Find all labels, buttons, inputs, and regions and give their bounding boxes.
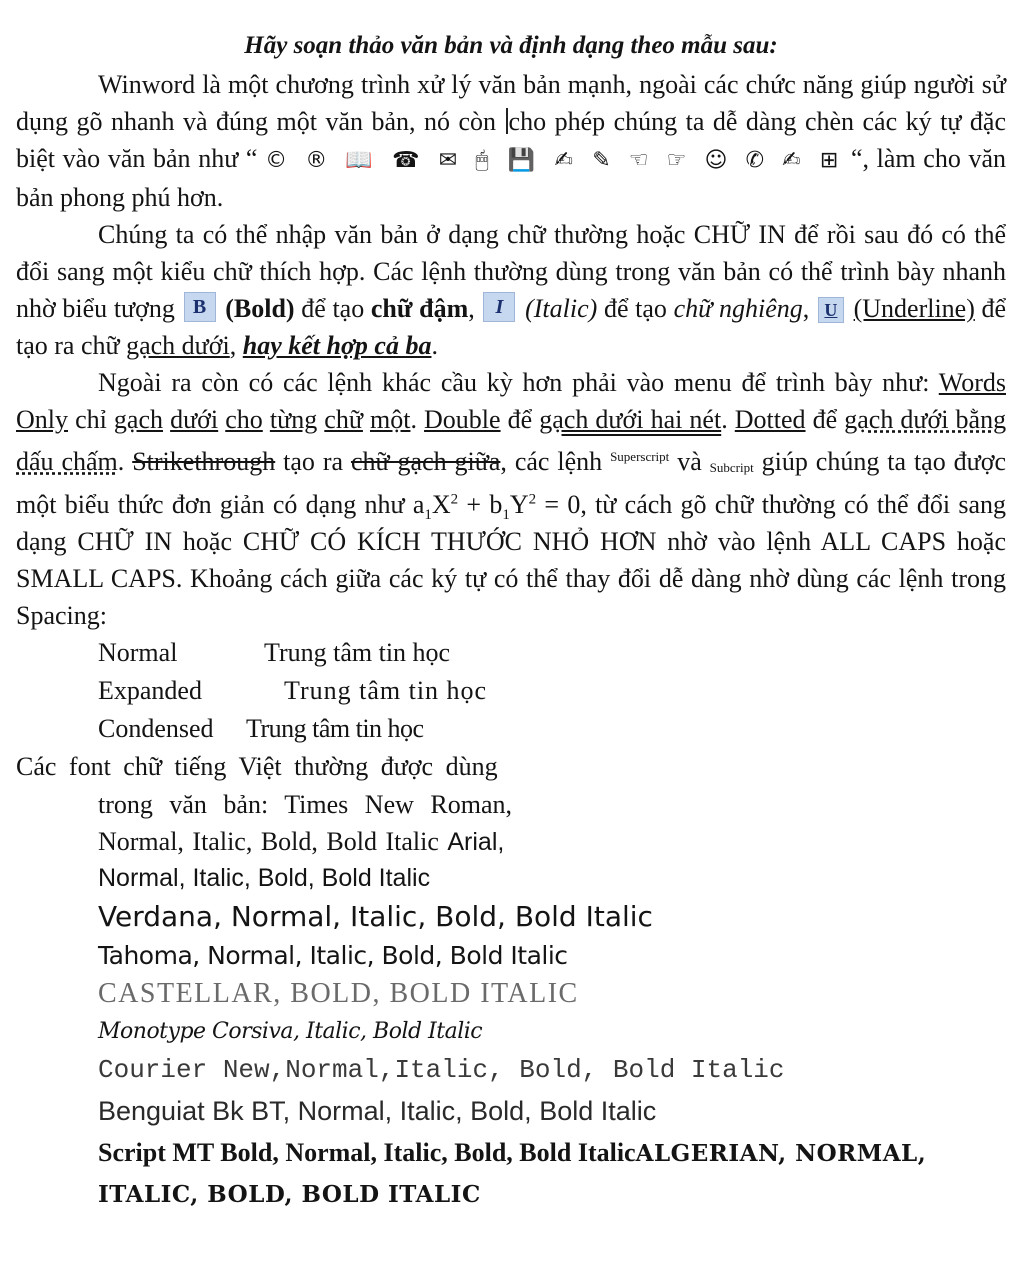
bold-label: (Bold) <box>225 294 295 323</box>
font-courier-line: Courier New,Normal,Italic, Bold, Bold Italic <box>98 1055 785 1085</box>
para3-text-j: và <box>669 447 710 476</box>
font-benguiat-line: Benguiat Bk BT, Normal, Italic, Bold, Bold Italic <box>98 1096 657 1126</box>
paragraph-2 <box>16 216 1006 364</box>
italic-button-icon: I <box>483 292 515 322</box>
font-times-line-1: trong văn bản: Times New Roman, <box>98 790 512 819</box>
font-tahoma-line: Tahoma, Normal, Italic, Bold, Bold Italic <box>98 941 568 970</box>
y-variable: Y <box>509 490 529 519</box>
spacing-label: Expanded <box>98 676 202 705</box>
font-monotype-line: Monotype Corsiva, Italic, Bold Italic <box>98 1019 483 1044</box>
para2-text-g: , <box>229 331 243 360</box>
underline-button-icon: U <box>818 297 844 323</box>
bold-button-icon: B <box>184 292 216 322</box>
page-title: Hãy soạn thảo văn bản và định dạng theo mẫu sau: <box>244 32 778 59</box>
para2-text-d: để tạo <box>597 294 674 323</box>
font-times-styles: Normal, Italic, Bold, Bold Italic <box>98 827 448 856</box>
superscript-2: 2 <box>528 491 537 508</box>
font-script-text: Script MT Bold, Normal, Italic, Bold, Bold Italic <box>98 1138 636 1167</box>
font-arial-head: Arial, <box>447 828 505 856</box>
font-algerian-text: ALGERIAN, NORMAL, ITALIC, BOLD, BOLD ITALIC <box>98 1140 927 1208</box>
font-times-line-2 <box>98 823 1006 860</box>
spacing-label: Condensed <box>98 714 214 743</box>
underline-label: (Underline) <box>853 294 975 323</box>
superscript-label: Superscript <box>610 449 670 464</box>
para3-text-f: để <box>805 405 845 434</box>
words-only-word: Only <box>16 405 68 434</box>
words-only-word: Words <box>938 368 1006 397</box>
words-only-sample-word: từng <box>269 405 318 434</box>
subscript-2: 1 <box>502 507 510 524</box>
special-symbols: © ® 📖 ☎ ✉ 🖱 💾 ✍ ✎ ☜ ☞ ☺ ✆ ✍ ⊞ <box>265 148 844 173</box>
double-label: Double <box>424 405 501 434</box>
para3-text-m: = 0, từ cách gõ chữ thường có thể đổi sang dạng CHỮ IN hoặc CHỮ CÓ KÍCH THƯỚC NHỎ HƠN nhờ vào lệnh ALL CAPS hoặc SMALL CAPS. Khoảng cách giữa các ký tự có thể thay đổi dễ dàng nhờ dùng các lệnh trong Spacing: <box>16 490 1006 630</box>
strikethrough-label: Strikethrough <box>132 447 276 476</box>
para3-text-i: , các lệnh <box>500 447 611 476</box>
strikethrough-sample: chữ gạch giữa <box>350 447 501 476</box>
dotted-underline-sample: gạch dưới bằng dấu chấm <box>16 405 1007 476</box>
dotted-label: Dotted <box>734 405 806 434</box>
combined-sample: hay kết hợp cả ba <box>242 331 432 360</box>
subscript-label: Subcript <box>709 460 754 475</box>
font-verdana-line: Verdana, Normal, Italic, Bold, Bold Italic <box>98 900 653 933</box>
para1-text-c: “, làm cho văn bản phong phú hơn. <box>16 144 1007 212</box>
para3-text-g: . <box>117 447 133 476</box>
spacing-row-normal <box>98 634 1006 672</box>
para1-text-b: cho phép chúng ta dễ dàng chèn các ký tự đặc biệt vào văn bản như “ <box>16 107 1006 173</box>
words-only-sample-word: cho <box>225 405 263 434</box>
para2-text-b: để tạo <box>294 294 371 323</box>
spacing-sample: Trung tâm tin học <box>264 638 451 667</box>
underline-sample: gạch dưới <box>126 331 230 360</box>
spacing-label: Normal <box>98 638 178 667</box>
words-only-sample-word: một <box>370 405 411 434</box>
font-script-algerian-line <box>98 1133 1008 1215</box>
para1-text-a: Winword là một chương trình xử lý văn bản mạnh, ngoài các chức năng giúp người sử dụng gõ nhanh và đúng một văn bản, nó còn <box>16 70 1006 136</box>
spacing-sample: Trung tâm tin học <box>284 676 488 705</box>
subscript-1: 1 <box>424 507 432 524</box>
superscript-1: 2 <box>450 491 459 508</box>
bold-sample: chữ đậm <box>370 294 469 323</box>
fonts-intro: Các font chữ tiếng Việt thường được dùng <box>16 752 498 781</box>
para2-text-c: , <box>468 294 482 323</box>
para2-text-e: , <box>802 294 816 323</box>
italic-sample: chữ nghiêng <box>673 294 803 323</box>
para3-text-d: để <box>500 405 540 434</box>
italic-label: (Italic) <box>525 294 598 323</box>
para2-text-a: Chúng ta có thể nhập văn bản ở dạng chữ thường hoặc CHỮ IN để rồi sau đó có thể đổi sang một kiểu chữ thích hợp. Các lệnh thường dùng trong văn bản có thể trình bày nhanh nhờ biểu tượng <box>16 220 1006 323</box>
double-underline-sample: gạch dưới hai nét <box>539 405 722 434</box>
font-castellar-line: CASTELLAR, BOLD, BOLD ITALIC <box>98 978 579 1009</box>
para3-text-e: . <box>721 405 735 434</box>
spacing-sample: Trung tâm tin học <box>246 714 424 743</box>
paragraph-1 <box>16 66 1006 216</box>
words-only-sample-word: chữ <box>324 405 363 434</box>
spacing-row-condensed <box>98 710 1006 748</box>
para3-text-b: chỉ <box>68 405 114 434</box>
para3-text-l: + b <box>458 490 503 519</box>
para3-text-h: tạo ra <box>275 447 351 476</box>
font-arial-line: Normal, Italic, Bold, Bold Italic <box>98 864 431 892</box>
para2-text-h: . <box>431 331 438 360</box>
text-cursor-icon <box>506 108 508 134</box>
words-only-sample-word: dưới <box>170 405 219 434</box>
para2-text-f: để tạo ra chữ <box>16 294 1007 360</box>
para3-text-c: . <box>410 405 425 434</box>
spacing-row-expanded <box>98 672 1006 710</box>
x-variable: X <box>431 490 451 519</box>
paragraph-3 <box>16 364 1006 634</box>
words-only-sample-word: gạch <box>113 405 164 434</box>
para3-text-a: Ngoài ra còn có các lệnh khác cầu kỳ hơn phải vào menu để trình bày như: <box>98 368 939 397</box>
para3-text-k: giúp chúng ta tạo được một biểu thức đơn giản có dạng như a <box>16 447 1007 519</box>
